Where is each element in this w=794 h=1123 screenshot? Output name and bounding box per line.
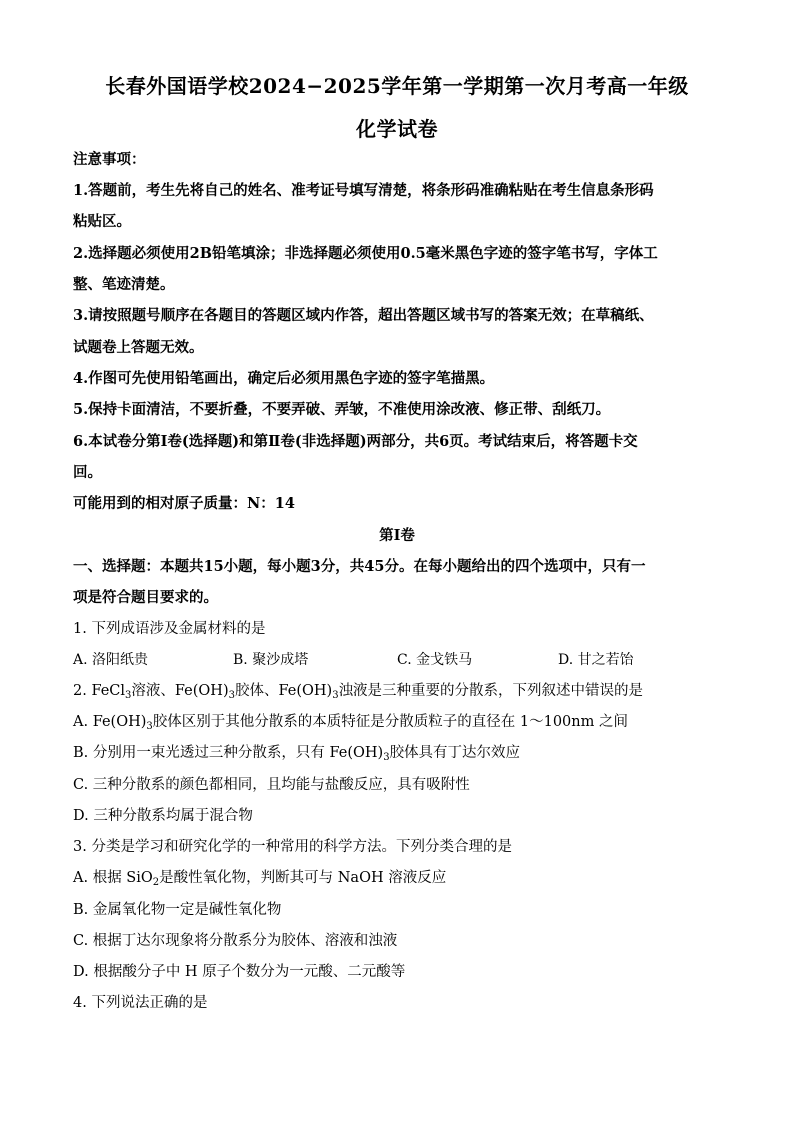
note-line: 试题卷上答题无效。 (73, 339, 204, 356)
section-instructions: 一、选择题：本题共15小题，每小题3分，共45分。在每小题给出的四个选项中，只有一 (73, 558, 646, 575)
note-line: 5.保持卡面清洁，不要折叠，不要弄破、弄皱，不准使用涂改液、修正带、刮纸刀。 (73, 401, 611, 418)
q2-stem: 2. FeCl$_3$溶液、$Fe(OH)_3$胶体、$Fe(OH)_3$浊液是三种重要的分散系，下列叙述中错误的是 (73, 683, 644, 701)
note-line: 6.本试卷分第Ⅰ卷(选择题)和第Ⅱ卷(非选择题)两部分，共6页。考试结束后，将答题卡交 (73, 433, 638, 450)
notes-heading: 注意事项： (73, 151, 146, 168)
note-line: 粘贴区。 (73, 213, 131, 230)
atomic-mass-line: 可能用到的相对原子质量：N：14 (73, 495, 295, 512)
note-line: 回。 (73, 464, 102, 481)
q1-option-b: B. 聚沙成塔 (233, 652, 309, 668)
part1-heading: 第Ⅰ卷 (379, 527, 415, 544)
q3-stem: 3. 分类是学习和研究化学的一种常用的科学方法。下列分类合理的是 (73, 839, 512, 855)
q4-stem: 4. 下列说法正确的是 (73, 995, 208, 1011)
exam-subtitle: 化学试卷 (356, 117, 438, 141)
q1-option-c: C. 金戈铁马 (397, 652, 473, 668)
q2-option-c: C. 三种分散系的颜色都相同，且均能与盐酸反应，具有吸附性 (73, 777, 470, 793)
q1-stem: 1. 下列成语涉及金属材料的是 (73, 621, 266, 637)
note-line: 整、笔迹清楚。 (73, 276, 175, 293)
q2-option-d: D. 三种分散系均属于混合物 (73, 808, 253, 824)
note-line: 4.作图可先使用铅笔画出，确定后必须用黑色字迹的签字笔描黑。 (73, 370, 495, 387)
exam-title: 长春外国语学校2024−2025学年第一学期第一次月考高一年级 (105, 74, 689, 98)
q3-option-c: C. 根据丁达尔现象将分散系分为胶体、溶液和浊液 (73, 933, 398, 949)
q1-option-d: D. 甘之若饴 (558, 652, 634, 668)
note-line: 3.请按照题号顺序在各题目的答题区域内作答，超出答题区域书写的答案无效；在草稿纸、 (73, 307, 654, 324)
section-instructions: 项是符合题目要求的。 (73, 589, 218, 606)
q2-option-a: A. $Fe(OH)_3$胶体区别于其他分散系的本质特征是分散质粒子的直径在 1～100nm 之间 (73, 714, 628, 732)
note-line: 1.答题前，考生先将自己的姓名、准考证号填写清楚，将条形码准确粘贴在考生信息条形码 (73, 182, 654, 199)
note-line: 2.选择题必须使用2B铅笔填涂；非选择题必须使用0.5毫米黑色字迹的签字笔书写，字体工 (73, 245, 658, 262)
q3-option-d: D. 根据酸分子中 H 原子个数分为一元酸、二元酸等 (73, 964, 406, 980)
q3-option-a: A. 根据 SiO$_2$是酸性氧化物，判断其可与 NaOH 溶液反应 (73, 870, 447, 888)
q1-option-a: A. 洛阳纸贵 (73, 652, 149, 668)
q2-option-b: B. 分别用一束光透过三种分散系，只有 $Fe(OH)_3$胶体具有丁达尔效应 (73, 745, 521, 763)
q3-option-b: B. 金属氧化物一定是碱性氧化物 (73, 902, 282, 918)
